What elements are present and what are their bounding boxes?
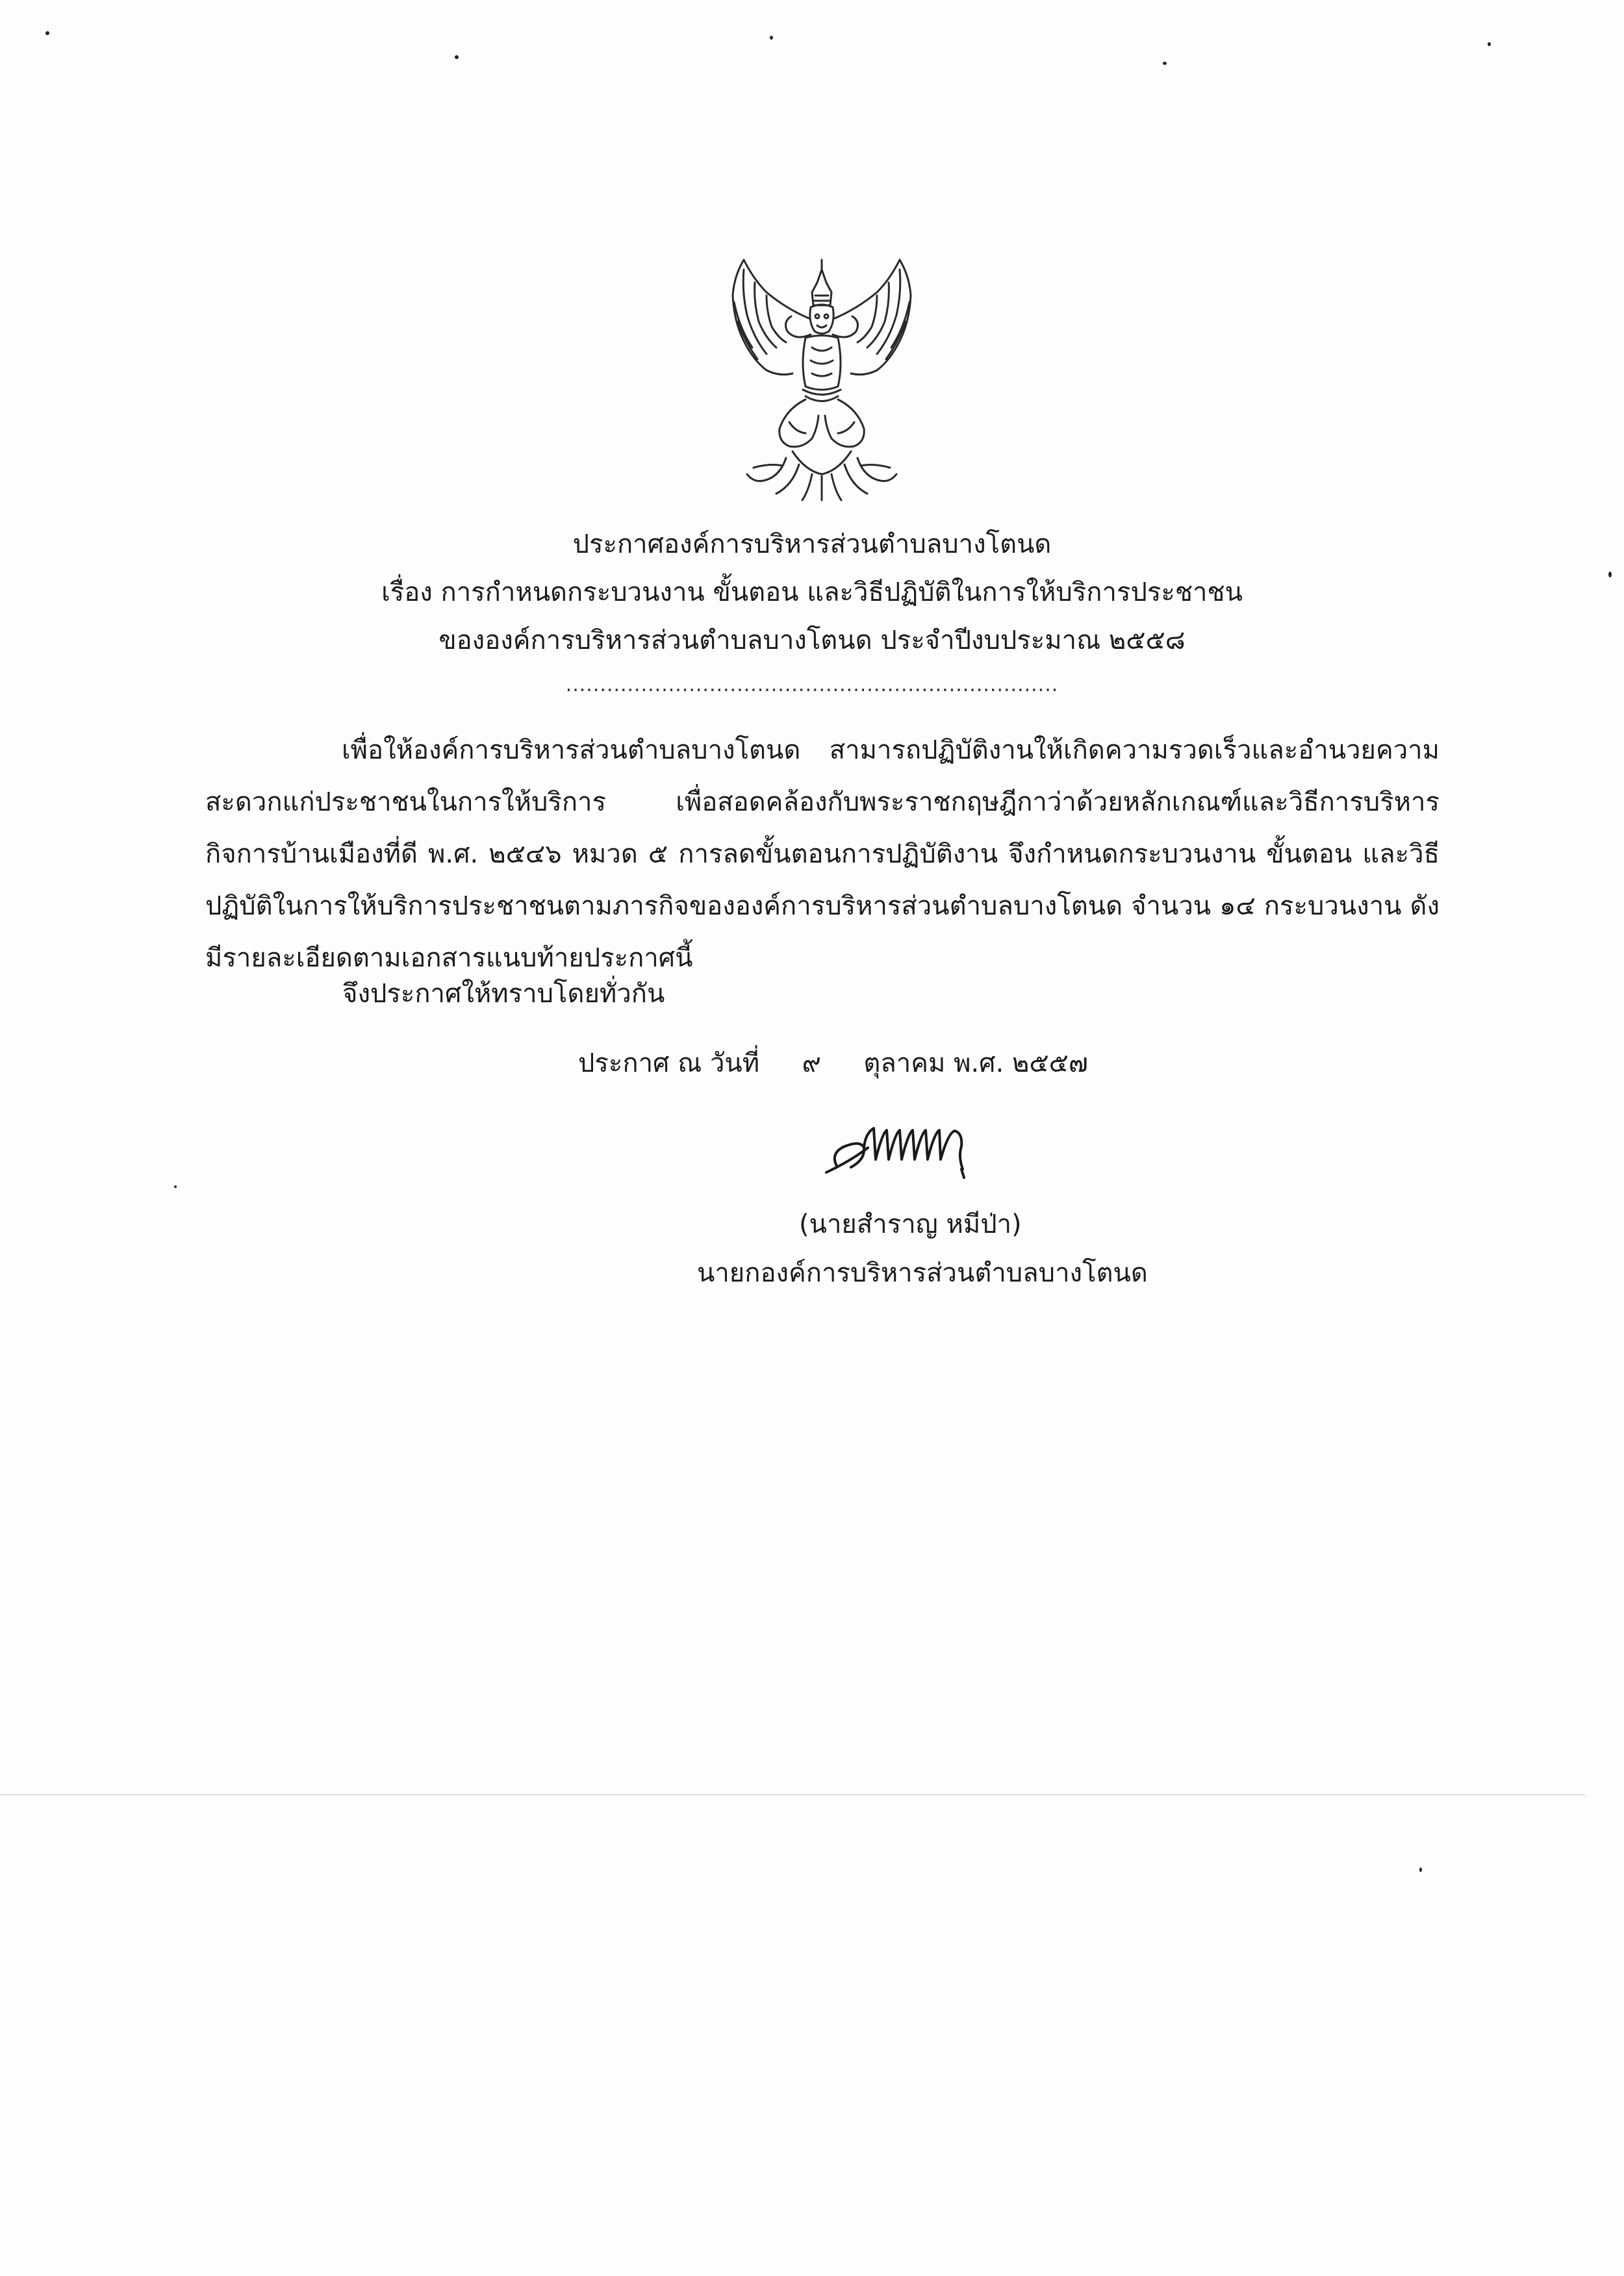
announcement-subject: เรื่อง การกำหนดกระบวนงาน ขั้นตอน และวิธีปฏิบัติในการให้บริการประชาชน: [381, 577, 1243, 607]
garuda-emblem-icon: [715, 257, 929, 503]
scan-speck: [45, 31, 49, 35]
signatory-position: นายกองค์การบริหารส่วนตำบลบางโตนด: [697, 1258, 1148, 1288]
body-paragraph: เพื่อให้องค์การบริหารส่วนตำบลบางโตนด สามารถปฏิบัติงานให้เกิดความรวดเร็วและอำนวยความสะดวกแก่ประชาชนในการให้บริการ เพื่อสอดคล้องกับพระราชกฤษฎีกาว่าด้วยหลักเกณฑ์และวิธีการบริหารกิจการบ้านเมืองที่ดี พ.ศ. ๒๕๔๖ หมวด ๕ การลดขั้นตอนการปฏิบัติงาน จึงกำหนดกระบวนงาน ขั้นตอน และวิธีปฏิบัติในการให้บริการประชาชนตามภารกิจขององค์การบริหารส่วนตำบลบางโตนด จำนวน ๑๔ กระบวนงาน ดังมีรายละเอียดตามเอกสารแนบท้ายประกาศนี้: [205, 735, 1440, 973]
title-separator: ........................................................................: [565, 674, 1059, 696]
scan-speck: [1163, 62, 1167, 65]
handwritten-signature: [825, 1107, 987, 1179]
scan-speck: [1419, 1867, 1422, 1872]
date-month-year: ตุลาคม พ.ศ. ๒๕๕๗: [863, 1048, 1088, 1078]
scan-speck: [1488, 42, 1491, 46]
announcement-subject-continued: ขององค์การบริหารส่วนตำบลบางโตนด ประจำปีงบประมาณ ๒๕๕๘: [438, 626, 1186, 655]
scan-speck: [174, 1185, 177, 1188]
announcement-title: ประกาศองค์การบริหารส่วนตำบลบางโตนด: [572, 529, 1052, 559]
page-fold-line: [0, 1794, 1585, 1795]
date-day: ๙: [802, 1048, 821, 1078]
date-prefix: ประกาศ ณ วันที่: [578, 1048, 760, 1078]
announcement-date: [578, 1044, 1088, 1083]
scan-speck: [455, 55, 459, 59]
signatory-name: (นายสำราญ หมีป่า): [799, 1209, 1022, 1239]
scan-speck: [770, 36, 773, 40]
closing-statement: จึงประกาศให้ทราบโดยทั่วกัน: [342, 979, 665, 1009]
